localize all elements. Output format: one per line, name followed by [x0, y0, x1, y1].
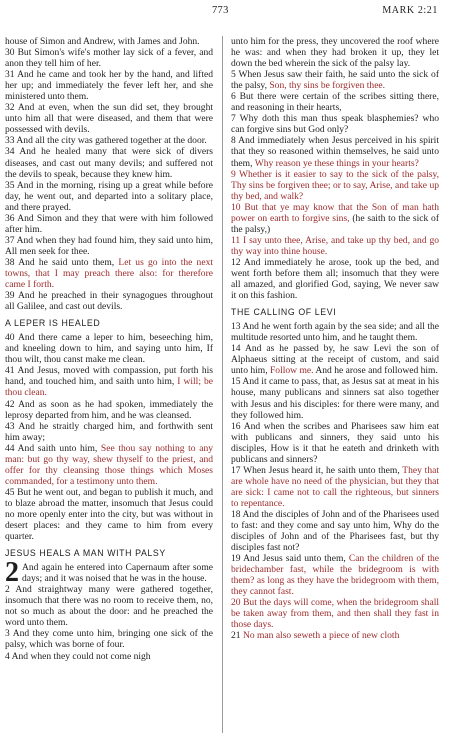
words-of-christ: Let us go into the next towns, that I may preach there also: for therefore came I forth.: [5, 256, 213, 291]
verse: [5, 557, 213, 589]
verse-text: 5 When Jesus saw their faith, he said unto the sick of the palsy,: [231, 69, 439, 92]
verse: 31 And he came and took her by the hand, and lifted her up; and immediately the fever left her, and she ministered unto them.: [5, 69, 213, 103]
words-of-christ: 10 But that ye may know that the Son of man hath power on earth to forgive sins,: [231, 201, 439, 224]
verse: [231, 202, 439, 235]
verse: 9 Whether is it easier to say to the sick of the palsy, Thy sins be forgiven thee; or to say, Arise, and take up thy bed, and walk?: [231, 168, 439, 202]
column-divider: [222, 36, 223, 733]
verse-text: 41 And Jesus, moved with compassion, put forth his hand, and touched him, and saith unto him,: [5, 365, 213, 388]
verse-text: 17 When Jesus heard it, he saith unto them,: [231, 464, 403, 476]
verse: [231, 465, 439, 509]
words-of-christ: I will; be thou clean.: [5, 376, 214, 399]
verse: 16 And when the scribes and Pharisees saw him eat with publicans and sinners, they said unto his disciples, How is it that he eateth and drinketh with publicans and sinners?: [231, 420, 439, 465]
page-header: [0, 2, 449, 20]
verse: house of Simon and Andrew, with James and John.: [5, 36, 200, 47]
verse-text: And he arose and followed him.: [313, 365, 438, 377]
verse: 40 And there came a leper to him, beseeching him, and kneeling down to him, and saying unto him, If thou wilt, thou canst make me clean.: [5, 332, 213, 366]
verse: 3 And they come unto him, bringing one sick of the palsy, which was borne of four.: [5, 628, 213, 651]
verse: 36 And Simon and they that were with him followed after him.: [5, 212, 213, 235]
verse: [231, 553, 439, 597]
verse: 11 I say unto thee, Arise, and take up thy bed, and go thy way into thine house.: [231, 234, 439, 257]
verse: [231, 69, 439, 91]
verse-text: 19 And Jesus said unto them,: [231, 553, 349, 565]
verse: 43 And he straitly charged him, and forthwith sent him away;: [5, 420, 213, 443]
words-of-christ: Follow me.: [270, 365, 314, 377]
verse: 32 And at even, when the sun did set, they brought unto him all that were diseased, and them that were possessed with devils.: [5, 102, 213, 136]
verse: 30 But Simon's wife's mother lay sick of a fever, and anon they tell him of her.: [5, 47, 213, 70]
verse: 6 But there were certain of the scribes sitting there, and reasoning in their hearts,: [231, 91, 439, 114]
verse: [5, 443, 213, 487]
verse: 2 And straightway many were gathered together, insomuch that there was no room to receive them, no, not so much as about the door: and he preached the word unto them.: [5, 584, 213, 629]
verse: unto him for the press, they uncovered the roof where he was: and when they had broken it up, they let down the bed wherein the sick of the palsy lay.: [231, 36, 439, 70]
page-number: 773: [212, 5, 229, 16]
verse: 34 And he healed many that were sick of divers diseases, and cast out many devils; and suffered not the devils to speak, because they knew him.: [5, 146, 213, 180]
words-of-christ: No man also seweth a piece of new cloth: [242, 630, 400, 642]
section-heading: JESUS HEALS A MAN WITH PALSY: [5, 548, 166, 559]
chapter-number: 2: [5, 557, 19, 589]
verse: 13 And he went forth again by the sea side; and all the multitude resorted unto him, and he taught them.: [231, 321, 439, 344]
verse: 20 But the days will come, when the bridegroom shall be taken away from them, and then shall they fast in those days.: [231, 597, 439, 631]
verse: 45 But he went out, and began to publish it much, and to blaze abroad the matter, insomuch that Jesus could no more openly enter into the city, but was without in desert places: and they came to him from every quarter.: [5, 486, 213, 543]
chapter-reference: MARK 2:21: [382, 5, 438, 16]
verse-text: 21: [231, 630, 243, 642]
verse-text: And again he entered into Capernaum after some days; and it was noised that he was in the house.: [22, 562, 213, 585]
left-column: [5, 36, 213, 662]
verse-text: 38 And he said unto them,: [5, 256, 119, 268]
verse: 39 And he preached in their synagogues throughout all Galilee, and cast out devils.: [5, 290, 213, 313]
verse-text: (he saith to the sick of the palsy,): [231, 212, 440, 235]
verse: 33 And all the city was gathered together at the door.: [5, 135, 207, 147]
words-of-christ: See thou say nothing to any man: but go thy way, shew thyself to the priest, and offer for thy cleansing those things which Moses commanded, for a testimony unto them.: [5, 442, 213, 487]
verse: 37 And when they had found him, they said unto him, All men seek for thee.: [5, 234, 213, 257]
verse: 4 And when they could not come nigh: [5, 650, 151, 662]
words-of-christ: Can the children of the bridechamber fast, while the bridegroom is with them? as long as they have the bridegroom with them, they cannot fast.: [231, 553, 440, 598]
verse: [231, 343, 439, 376]
verse: 7 Why doth this man thus speak blasphemies? who can forgive sins but God only?: [231, 113, 439, 136]
section-heading: A LEPER IS HEALED: [5, 318, 101, 329]
words-of-christ: Why reason ye these things in your hearts?: [254, 157, 419, 169]
verse: [5, 365, 213, 398]
section-heading: THE CALLING OF LEVI: [231, 307, 337, 318]
verse: 42 And as soon as he had spoken, immediately the leprosy departed from him, and he was cleansed.: [5, 398, 213, 421]
verse: 18 And the disciples of John and of the Pharisees used to fast: and they come and say unto him, Why do the disciples of John and of the Pharisees fast, but thy disciples fast not?: [231, 508, 439, 554]
verse: [231, 630, 439, 641]
right-column: [231, 36, 439, 642]
verse-text: 14 And as he passed by, he saw Levi the son of Alphaeus sitting at the receipt of custom, and said unto him,: [231, 343, 439, 377]
verse: [231, 135, 439, 168]
words-of-christ: Son, thy sins be forgiven thee.: [269, 80, 386, 92]
verse: 35 And in the morning, rising up a great while before day, he went out, and departed into a solitary place, and there prayed.: [5, 179, 213, 213]
words-of-christ: They that are whole have no need of the physician, but they that are sick: I came not to call the righteous, but sinners to repentance.: [231, 464, 439, 509]
verse: 15 And it came to pass, that, as Jesus sat at meat in his house, many publicans and sinners sat also together with Jesus and his disciples: for there were many, and they followed him.: [231, 376, 439, 421]
verse-text: 44 And saith unto him,: [5, 442, 101, 454]
verse: 12 And immediately he arose, took up the bed, and went forth before them all; insomuch that they were all amazed, and glorified God, saying, We never saw it on this fashion.: [231, 256, 439, 302]
verse: [5, 257, 213, 290]
verse-text: 8 And immediately when Jesus perceived in his spirit that they so reasoned within themselves, he said unto them,: [231, 135, 439, 169]
